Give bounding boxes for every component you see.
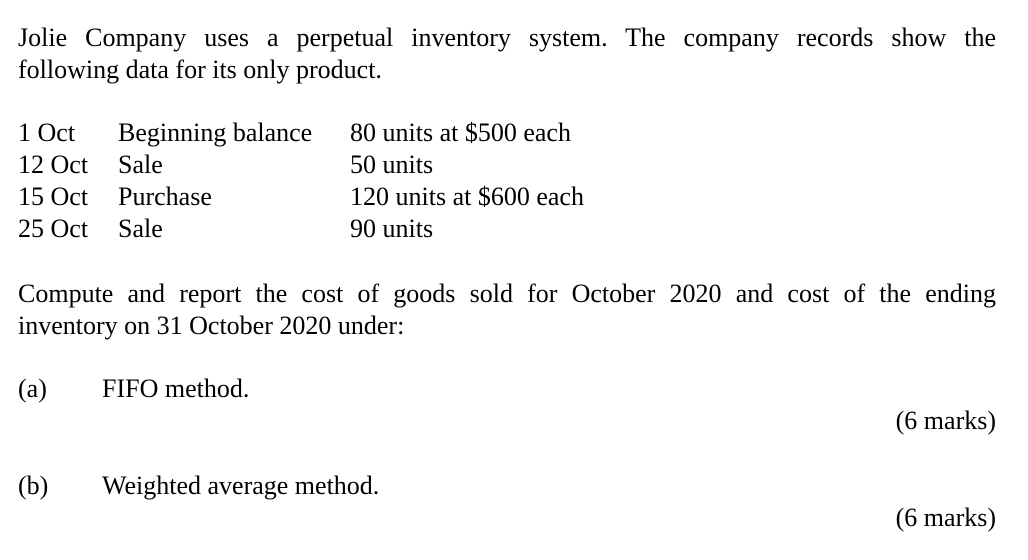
part-a-marks: (6 marks) [895, 406, 996, 435]
part-a-label: (a) [18, 374, 47, 403]
inventory-records-table [18, 117, 584, 245]
record-type: Beginning balance [118, 118, 313, 147]
record-date: 1 Oct [18, 118, 76, 147]
record-row [18, 149, 584, 181]
question-line-2: inventory on 31 October 2020 under: [18, 311, 405, 340]
record-row [18, 213, 584, 245]
part-b-marks: (6 marks) [895, 503, 996, 532]
part-a-text: FIFO method. [102, 374, 250, 403]
part-b [18, 470, 379, 502]
record-row [18, 117, 584, 149]
record-detail: 50 units [350, 150, 434, 179]
part-b-text: Weighted average method. [102, 471, 380, 500]
question-line-1: Compute and report the cost of goods sold for October 2020 and cost of the ending [18, 279, 996, 308]
part-b-label: (b) [18, 471, 49, 500]
record-date: 15 Oct [18, 182, 89, 211]
record-detail: 120 units at $600 each [350, 182, 584, 211]
intro-line-1: Jolie Company uses a perpetual inventory system. The company records show the [18, 23, 996, 52]
record-type: Sale [118, 150, 163, 179]
record-type: Sale [118, 214, 163, 243]
record-type: Purchase [118, 182, 212, 211]
record-date: 25 Oct [18, 214, 89, 243]
part-a [18, 373, 249, 405]
intro-line-2: following data for its only product. [18, 55, 382, 84]
question-paragraph [18, 278, 996, 342]
record-row [18, 181, 584, 213]
intro-paragraph [18, 22, 996, 86]
record-detail: 80 units at $500 each [350, 118, 571, 147]
record-date: 12 Oct [18, 150, 89, 179]
record-detail: 90 units [350, 214, 434, 243]
